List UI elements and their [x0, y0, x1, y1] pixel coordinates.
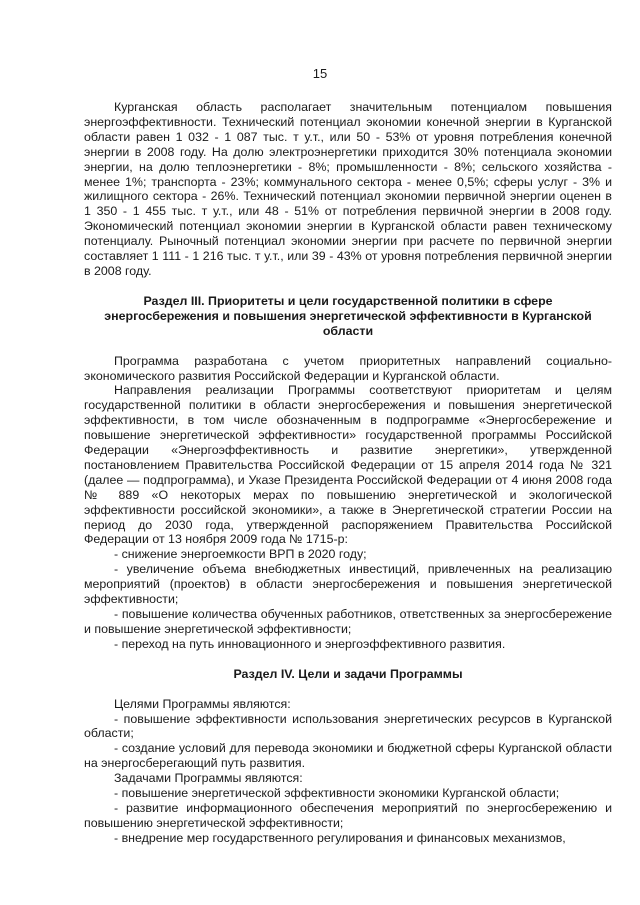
goals-intro: Целями Программы являются: — [114, 696, 291, 711]
list-item: - повышение энергетической эффективности экономики Курганской области; — [114, 786, 560, 801]
section-3-heading — [84, 294, 612, 339]
list-item: - увеличение объема внебюджетных инвестиций, привлеченных на реализацию мероприятий (проектов) в области энергосбережения и повышения энергетической эффективности; — [84, 562, 612, 607]
page-number: 15 — [312, 66, 328, 81]
list-item: - развитие информационного обеспечения мероприятий по энергосбережению и повышению энергетической эффективности; — [84, 800, 612, 830]
section-3-heading-line: области — [322, 323, 374, 338]
document-body — [84, 100, 612, 846]
section-4-heading: Раздел IV. Цели и задачи Программы — [233, 666, 463, 681]
list-item: - повышение количества обученных работников, ответственных за энергосбережение и повышение энергетической эффективности; — [84, 607, 612, 636]
section-3-heading-line: Раздел III. Приоритеты и цели государственной политики в сфере — [143, 293, 553, 308]
section-3-heading-line: энергосбережения и повышения энергетической эффективности в Курганской — [104, 308, 592, 323]
list-item: - переход на путь инновационного и энергоэффективного развития. — [114, 636, 506, 651]
list-item: - повышение эффективности использования энергетических ресурсов в Курганской области; — [84, 711, 612, 741]
paragraph-program-basis: Программа разработана с учетом приоритетных направлений социально-экономического развития Российской Федерации и Курганской области. — [84, 353, 612, 383]
tasks-intro: Задачами Программы являются: — [114, 771, 303, 786]
paragraph-program-directions: Направления реализации Программы соответствуют приоритетам и целям государственной политики в области энергосбережения и повышения энергетической эффективности, в том числе обозначенным в подпрограмме «Энергосбережение и повышение энергетической эффективности» государственной программы Российской Федерации «Энергоэффективность и развитие энергетики», утвержденной постановлением Правительства Российской Федерации от 15 апреля 2014 года № 321 (далее — подпрограмма), и Указе Президента Российской Федерации от 4 июня 2008 года № 889 «О некоторых мерах по повышению энергетической и экологической эффективности российской экономики», а также в Энергетической стратегии России на период до 2030 года, утвержденной распоряжением Правительства Российской Федерации от 13 ноября 2009 года № 1715-р: — [84, 383, 612, 547]
list-item: - создание условий для перевода экономики и бюджетной сферы Курганской области на энергосберегающий путь развития. — [84, 741, 612, 771]
list-item: - снижение энергоемкости ВРП в 2020 году; — [114, 547, 367, 562]
paragraph-energy-potential: Курганская область располагает значительным потенциалом повышения энергоэффективности. Технический потенциал экономии конечной энергии в Курганской области равен 1 032 - 1 087 тыс. т у.т., или 50 - 53% от уровня потребления конечной энергии в 2008 году. На долю электроэнергетики приходится 30% потенциала экономии энергии, на долю теплоэнергетики - 8%; промышленности - 8%; сельского хозяйства - менее 1%; транспорта - 23%; коммунального сектора - менее 0,5%; сферы услуг - 3% и жилищного сектора - 26%. Технический потенциал экономии первичной энергии оценен в 1 350 - 1 455 тыс. т у.т., или 48 - 51% от потребления первичной энергии в 2008 году. Экономический потенциал экономии энергии в Курганской области равен техническому потенциалу. Рыночный потенциал экономии энергии при расчете по первичной энергии составляет 1 111 - 1 216 тыс. т у.т., или 39 - 43% от уровня потребления первичной энергии в 2008 году. — [84, 100, 612, 278]
list-item: - внедрение мер государственного регулирования и финансовых механизмов, — [114, 830, 566, 845]
